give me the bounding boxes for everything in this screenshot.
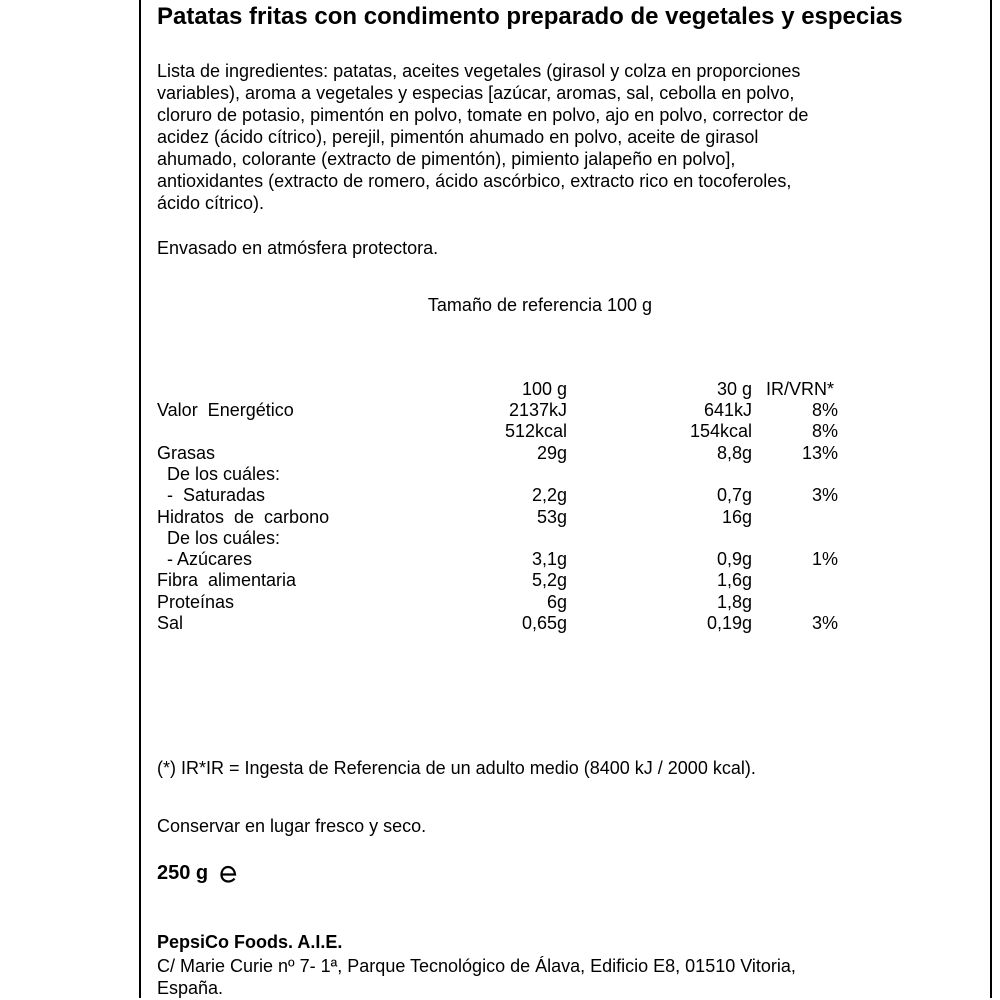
value-per30: 0,9g bbox=[716, 549, 752, 570]
nutrition-row bbox=[0, 528, 1000, 549]
packaging-note: Envasado en atmósfera protectora. bbox=[157, 238, 439, 258]
nutrition-row bbox=[0, 400, 1000, 421]
value-ir: 3% bbox=[811, 485, 838, 506]
net-weight bbox=[157, 860, 238, 886]
value-per30: 1,6g bbox=[716, 570, 752, 591]
nutrient-label: - Saturadas bbox=[157, 485, 266, 506]
value-per30: 0,7g bbox=[716, 485, 752, 506]
nutrition-row bbox=[0, 613, 1000, 634]
nutrient-label: De los cuáles: bbox=[157, 463, 281, 484]
header-per30: 30 g bbox=[716, 379, 752, 399]
nutrition-row bbox=[0, 464, 1000, 485]
value-per100: 2137kJ bbox=[508, 400, 567, 420]
value-per100: 512kcal bbox=[504, 421, 567, 442]
nutrition-row bbox=[0, 592, 1000, 613]
company-address: C/ Marie Curie nº 7- 1ª, Parque Tecnológico de Álava, Edificio E8, 01510 Vitoria, España. bbox=[157, 956, 796, 998]
estimated-e-mark-icon bbox=[218, 864, 238, 884]
value-per100: 6g bbox=[546, 591, 567, 612]
nutrient-label: De los cuáles: bbox=[157, 527, 281, 548]
value-ir: 8% bbox=[811, 400, 838, 420]
value-per30: 16g bbox=[721, 506, 752, 527]
value-per100: 29g bbox=[536, 442, 567, 463]
nutrition-header bbox=[0, 379, 1000, 400]
nutrient-label: Hidratos de carbono bbox=[157, 506, 330, 527]
value-per100: 2,2g bbox=[531, 485, 567, 506]
value-ir: 1% bbox=[811, 549, 838, 570]
reference-size: Tamaño de referencia 100 g bbox=[427, 295, 653, 315]
nutrition-row bbox=[0, 421, 1000, 442]
nutrient-label: Grasas bbox=[157, 442, 216, 463]
value-per30: 8,8g bbox=[716, 442, 752, 463]
value-ir: 8% bbox=[811, 421, 838, 442]
nutrient-label: Proteínas bbox=[157, 591, 235, 612]
header-per100: 100 g bbox=[521, 379, 567, 399]
value-per100: 3,1g bbox=[531, 549, 567, 570]
nutrient-label: Sal bbox=[157, 613, 184, 633]
value-ir: 13% bbox=[801, 442, 838, 463]
footnote: (*) IR*IR = Ingesta de Referencia de un adulto medio (8400 kJ / 2000 kcal). bbox=[157, 758, 756, 778]
header-ir: IR/VRN* bbox=[766, 379, 835, 399]
nutrition-row bbox=[0, 443, 1000, 464]
value-per30: 154kcal bbox=[689, 421, 752, 442]
nutrition-row bbox=[0, 507, 1000, 528]
product-title: Patatas fritas con condimento preparado de vegetales y especias bbox=[157, 3, 903, 30]
value-per100: 53g bbox=[536, 506, 567, 527]
nutrient-label: Fibra alimentaria bbox=[157, 570, 297, 591]
value-ir: 3% bbox=[811, 613, 838, 633]
storage-instructions: Conservar en lugar fresco y seco. bbox=[157, 816, 427, 836]
nutrient-label: - Azúcares bbox=[157, 549, 253, 570]
ingredients-list: Lista de ingredientes: patatas, aceites vegetales (girasol y colza en proporciones variables), aroma a vegetales y especias [azúcar, aromas, sal, cebolla en polvo, cloruro de potasio, pimentón en polvo, tomate en polvo, ajo en polvo, corrector de acidez (ácido cítrico), perejil, pimentón ahumado en polvo, aceite de girasol ahumado, colorante (extracto de pimentón), pimiento jalapeño en polvo], antioxidantes (extracto de romero, ácido ascórbico, extracto rico en tocoferoles, ácido cítrico). bbox=[157, 61, 809, 213]
value-per30: 1,8g bbox=[716, 591, 752, 612]
value-per30: 0,19g bbox=[706, 613, 752, 633]
nutrient-label: Valor Energético bbox=[157, 400, 294, 420]
company-name: PepsiCo Foods. A.I.E. bbox=[157, 932, 343, 952]
nutrition-row bbox=[0, 485, 1000, 506]
value-per100: 5,2g bbox=[531, 570, 567, 591]
value-per100: 0,65g bbox=[521, 613, 567, 633]
nutrition-row bbox=[0, 570, 1000, 591]
net-weight-value: 250 g bbox=[157, 862, 209, 884]
value-per30: 641kJ bbox=[703, 400, 752, 420]
nutrition-row bbox=[0, 549, 1000, 570]
